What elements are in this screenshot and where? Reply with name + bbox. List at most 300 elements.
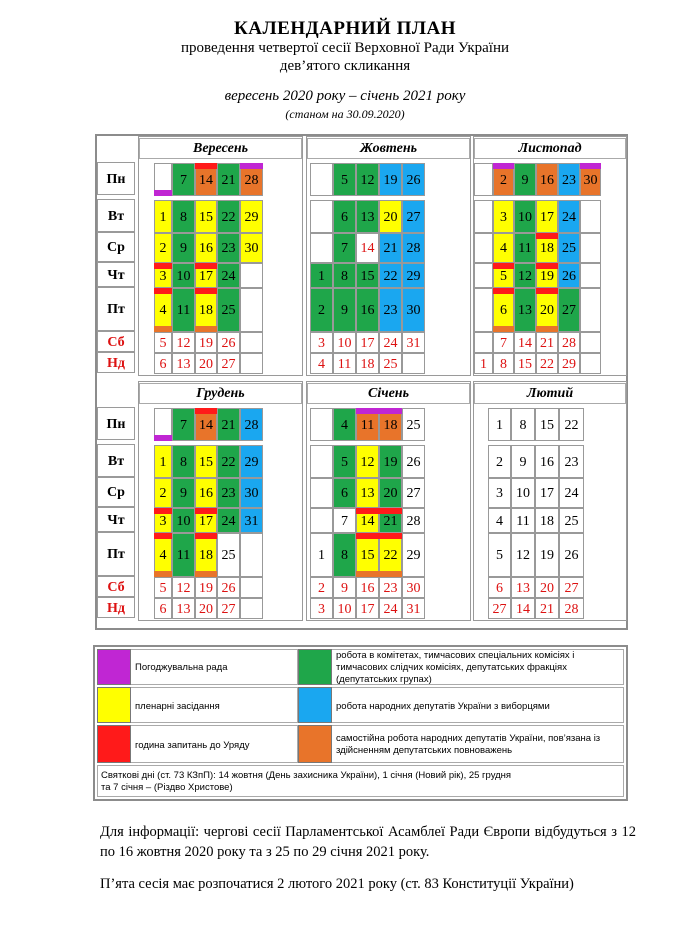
day-number: 20 <box>540 581 554 596</box>
day-number: 27 <box>406 210 421 225</box>
day-cell <box>514 332 536 353</box>
day-cell <box>310 533 333 577</box>
empty-cell <box>240 288 263 332</box>
day-number: 16 <box>540 173 554 188</box>
day-number: 20 <box>383 486 398 501</box>
day-cell <box>154 353 172 374</box>
day-number: 21 <box>540 602 554 617</box>
day-cell <box>154 577 172 598</box>
day-cell <box>535 598 559 619</box>
day-cell <box>195 353 217 374</box>
day-number: 12 <box>360 455 375 470</box>
day-cell <box>356 332 379 353</box>
empty-cell <box>310 163 333 196</box>
day-cell <box>333 233 356 263</box>
day-number: 24 <box>383 602 398 617</box>
day-cell <box>172 508 195 533</box>
day-number: 5 <box>159 581 167 596</box>
month-title: Лютий <box>474 383 626 404</box>
day-number: 3 <box>496 486 503 501</box>
day-cell <box>172 408 195 441</box>
day-number: 2 <box>159 486 167 501</box>
empty-cell <box>240 533 263 577</box>
day-cell <box>402 577 425 598</box>
day-cell <box>402 478 425 508</box>
day-number: 29 <box>406 548 421 563</box>
day-number: 18 <box>540 514 554 529</box>
day-cell <box>333 332 356 353</box>
legend-voters: робота народних депутатів України з виборцями <box>336 701 550 712</box>
color-stripe <box>536 233 558 239</box>
day-cell <box>217 577 240 598</box>
day-number: 3 <box>159 269 167 284</box>
day-number: 1 <box>480 357 487 372</box>
day-cell <box>514 200 536 233</box>
day-number: 2 <box>318 581 325 596</box>
day-cell <box>217 508 240 533</box>
empty-cell <box>580 263 601 288</box>
day-cell <box>172 533 195 577</box>
day-number: 13 <box>360 210 375 225</box>
day-number: 10 <box>516 486 530 501</box>
day-cell <box>559 508 584 533</box>
day-number: 31 <box>406 602 421 617</box>
day-cell <box>379 200 402 233</box>
day-number: 13 <box>516 581 530 596</box>
day-number: 29 <box>406 269 421 284</box>
legend-swatch-green <box>298 649 332 685</box>
day-number: 24 <box>221 514 236 529</box>
day-cell <box>310 577 333 598</box>
day-cell <box>217 353 240 374</box>
day-number: 27 <box>564 581 579 596</box>
day-cell <box>536 353 558 374</box>
day-cell <box>217 163 240 196</box>
day-cell <box>514 353 536 374</box>
day-number: 21 <box>221 418 236 433</box>
day-cell <box>402 263 425 288</box>
day-number: 18 <box>383 418 398 433</box>
color-stripe <box>154 190 172 196</box>
day-cell <box>535 577 559 598</box>
empty-cell <box>474 332 493 353</box>
day-number: 15 <box>360 548 375 563</box>
legend-questions: година запитань до Уряду <box>135 740 250 751</box>
day-number: 19 <box>383 173 398 188</box>
day-number: 28 <box>244 173 259 188</box>
day-cell <box>195 332 217 353</box>
day-number: 15 <box>518 357 532 372</box>
day-number: 7 <box>341 241 348 256</box>
day-cell <box>333 478 356 508</box>
weekday-label: Пт <box>97 287 135 331</box>
day-number: 1 <box>496 418 503 433</box>
day-number: 10 <box>337 336 352 351</box>
day-number: 23 <box>383 303 398 318</box>
day-number: 17 <box>199 514 213 529</box>
legend-committees: робота в комітетах, тимчасових спеціальних комісіях і тимчасових слідчих комісіях, депутатських фракціях (депутатських групах) <box>336 650 575 685</box>
empty-cell <box>474 163 493 196</box>
day-cell <box>333 445 356 478</box>
day-cell <box>172 445 195 478</box>
color-stripe <box>154 533 172 539</box>
day-cell <box>402 508 425 533</box>
day-number: 24 <box>221 269 236 284</box>
day-number: 23 <box>564 455 579 470</box>
day-cell <box>240 478 263 508</box>
as-of-date: (станом на 30.09.2020) <box>285 107 405 121</box>
empty-cell <box>240 332 263 353</box>
day-number: 3 <box>500 210 507 225</box>
empty-cell <box>240 598 263 619</box>
day-number: 26 <box>221 581 236 596</box>
day-cell <box>240 200 263 233</box>
day-cell <box>402 332 425 353</box>
color-stripe <box>195 571 217 577</box>
color-stripe <box>195 533 217 539</box>
info-note: Для інформації: чергові сесії Парламентської Асамблеї Ради Європи відбудуться з 12 по 16 жовтня 2020 року та з 25 по 29 січня 2021 року. <box>100 824 636 860</box>
day-number: 6 <box>341 210 348 225</box>
day-number: 23 <box>221 486 236 501</box>
day-number: 1 <box>318 548 325 563</box>
legend <box>93 645 628 801</box>
day-number: 9 <box>341 303 348 318</box>
day-cell <box>488 598 511 619</box>
day-cell <box>217 288 240 332</box>
day-number: 4 <box>159 548 167 563</box>
day-cell <box>217 332 240 353</box>
empty-cell <box>474 263 493 288</box>
day-cell <box>559 445 584 478</box>
day-number: 6 <box>159 357 167 372</box>
color-stripe <box>356 508 379 514</box>
day-cell <box>379 445 402 478</box>
day-cell <box>535 445 559 478</box>
day-cell <box>172 163 195 196</box>
day-number: 27 <box>221 602 236 617</box>
day-cell <box>310 332 333 353</box>
day-cell <box>195 200 217 233</box>
weekday-column <box>97 381 135 621</box>
day-cell <box>488 577 511 598</box>
color-stripe <box>154 326 172 332</box>
day-number: 10 <box>176 269 191 284</box>
month-3 <box>473 136 627 376</box>
day-cell <box>195 577 217 598</box>
day-number: 17 <box>199 269 213 284</box>
day-cell <box>172 353 195 374</box>
day-number: 13 <box>360 486 375 501</box>
day-number: 26 <box>221 336 236 351</box>
month-title: Вересень <box>139 138 302 159</box>
day-cell <box>402 288 425 332</box>
color-stripe <box>379 571 402 577</box>
day-number: 4 <box>500 241 507 256</box>
color-stripe <box>356 533 379 539</box>
day-number: 18 <box>540 241 554 256</box>
day-number: 20 <box>199 357 213 372</box>
day-number: 22 <box>221 210 236 225</box>
day-cell <box>195 598 217 619</box>
day-number: 27 <box>492 602 507 617</box>
day-number: 8 <box>180 455 187 470</box>
weekday-label: Нд <box>97 352 135 373</box>
day-cell <box>402 408 425 441</box>
day-cell <box>559 577 584 598</box>
color-stripe <box>195 508 217 514</box>
day-cell <box>240 408 263 441</box>
day-number: 10 <box>518 210 532 225</box>
day-number: 6 <box>500 303 507 318</box>
day-number: 29 <box>562 357 576 372</box>
day-number: 14 <box>199 173 213 188</box>
day-cell <box>511 598 535 619</box>
day-number: 31 <box>244 514 259 529</box>
day-number: 8 <box>500 357 507 372</box>
empty-cell <box>580 288 601 332</box>
day-cell <box>172 598 195 619</box>
day-cell <box>558 233 580 263</box>
day-number: 11 <box>518 241 532 256</box>
color-stripe <box>493 288 514 294</box>
day-number: 14 <box>360 514 375 529</box>
color-stripe <box>493 326 514 332</box>
day-number: 2 <box>496 455 503 470</box>
day-cell <box>333 288 356 332</box>
weekday-label: Пн <box>97 162 135 195</box>
day-cell <box>172 577 195 598</box>
color-stripe <box>195 288 217 294</box>
day-cell <box>488 508 511 533</box>
color-stripe <box>356 571 379 577</box>
day-number: 1 <box>318 269 325 284</box>
day-cell <box>333 408 356 441</box>
day-number: 26 <box>406 455 421 470</box>
weekday-label: Ср <box>97 232 135 262</box>
day-number: 23 <box>221 241 236 256</box>
day-number: 17 <box>360 602 375 617</box>
day-number: 28 <box>406 514 421 529</box>
day-cell <box>402 445 425 478</box>
day-cell <box>558 353 580 374</box>
day-cell <box>493 200 514 233</box>
weekday-label: Вт <box>97 199 135 232</box>
day-number: 11 <box>360 418 375 433</box>
day-cell <box>356 445 379 478</box>
day-number: 1 <box>159 455 167 470</box>
day-cell <box>511 508 535 533</box>
day-cell <box>558 332 580 353</box>
day-number: 25 <box>383 357 398 372</box>
fifth-session-note: П’ята сесія має розпочатися 2 лютого 2021 року (ст. 83 Конституції України) <box>100 876 574 892</box>
weekday-column <box>97 136 135 376</box>
day-cell <box>240 233 263 263</box>
day-number: 18 <box>360 357 375 372</box>
day-cell <box>240 508 263 533</box>
day-cell <box>195 478 217 508</box>
day-cell <box>333 598 356 619</box>
day-number: 27 <box>562 303 576 318</box>
day-cell <box>154 200 172 233</box>
day-number: 9 <box>180 241 187 256</box>
day-cell <box>379 598 402 619</box>
day-number: 28 <box>244 418 259 433</box>
weekday-label: Ср <box>97 477 135 507</box>
day-number: 20 <box>383 210 398 225</box>
day-number: 11 <box>176 303 191 318</box>
day-number: 4 <box>159 303 167 318</box>
day-number: 7 <box>180 418 187 433</box>
legend-independent: самостійна робота народних депутатів України, пов’язана із здійсненням депутатських повноважень <box>336 733 601 756</box>
day-cell <box>535 533 559 577</box>
color-stripe <box>154 571 172 577</box>
empty-cell <box>240 577 263 598</box>
day-number: 21 <box>540 336 554 351</box>
day-cell <box>558 263 580 288</box>
day-number: 22 <box>540 357 554 372</box>
day-number: 23 <box>383 581 398 596</box>
day-number: 4 <box>496 514 503 529</box>
month-title: Жовтень <box>307 138 470 159</box>
month-4 <box>138 381 303 621</box>
day-cell <box>310 263 333 288</box>
color-stripe <box>195 326 217 332</box>
day-cell <box>379 332 402 353</box>
color-stripe <box>154 508 172 514</box>
day-cell <box>511 577 535 598</box>
day-number: 20 <box>540 303 554 318</box>
day-cell <box>402 598 425 619</box>
day-cell <box>493 353 514 374</box>
month-2 <box>306 136 471 376</box>
empty-cell <box>310 408 333 441</box>
color-stripe <box>536 326 558 332</box>
day-cell <box>559 533 584 577</box>
day-number: 25 <box>564 514 579 529</box>
day-number: 14 <box>199 418 213 433</box>
empty-cell <box>474 288 493 332</box>
day-number: 6 <box>159 602 167 617</box>
legend-swatch-blue <box>298 687 332 723</box>
day-cell <box>333 508 356 533</box>
day-number: 28 <box>564 602 579 617</box>
day-number: 25 <box>221 548 236 563</box>
day-number: 30 <box>244 241 259 256</box>
weekday-label: Пт <box>97 532 135 576</box>
empty-cell <box>310 233 333 263</box>
day-number: 8 <box>180 210 187 225</box>
color-stripe <box>356 408 379 414</box>
day-cell <box>154 598 172 619</box>
day-cell <box>217 598 240 619</box>
day-cell <box>402 200 425 233</box>
day-cell <box>154 332 172 353</box>
day-number: 17 <box>540 210 554 225</box>
day-number: 22 <box>221 455 236 470</box>
day-number: 2 <box>500 173 507 188</box>
day-cell <box>511 408 535 441</box>
empty-cell <box>310 508 333 533</box>
day-number: 9 <box>519 455 527 470</box>
day-cell <box>514 263 536 288</box>
legend-swatch-orange <box>298 725 332 763</box>
day-cell <box>356 233 379 263</box>
weekday-label: Пн <box>97 407 135 440</box>
day-number: 29 <box>244 210 259 225</box>
day-cell <box>536 200 558 233</box>
day-cell <box>217 408 240 441</box>
month-title: Грудень <box>139 383 302 404</box>
weekday-label: Сб <box>97 331 135 352</box>
day-cell <box>535 478 559 508</box>
day-number: 13 <box>176 357 191 372</box>
day-number: 16 <box>360 581 375 596</box>
day-cell <box>488 478 511 508</box>
day-cell <box>195 445 217 478</box>
day-cell <box>536 332 558 353</box>
day-number: 19 <box>540 548 554 563</box>
weekday-label: Чт <box>97 262 135 287</box>
empty-cell <box>580 233 601 263</box>
day-cell <box>154 478 172 508</box>
day-number: 17 <box>540 486 554 501</box>
month-title: Листопад <box>474 138 626 159</box>
day-number: 5 <box>341 173 348 188</box>
legend-swatch-magenta <box>97 649 131 685</box>
day-cell <box>217 263 240 288</box>
color-stripe <box>580 163 601 169</box>
day-number: 19 <box>540 269 554 284</box>
day-number: 26 <box>562 269 576 284</box>
weekday-label: Чт <box>97 507 135 532</box>
day-number: 20 <box>199 602 213 617</box>
day-cell <box>379 478 402 508</box>
day-number: 16 <box>540 455 554 470</box>
day-number: 19 <box>383 455 398 470</box>
day-number: 3 <box>318 336 325 351</box>
empty-cell <box>240 263 263 288</box>
day-number: 25 <box>406 418 421 433</box>
day-number: 11 <box>337 357 352 372</box>
day-number: 12 <box>360 173 375 188</box>
day-number: 1 <box>159 210 167 225</box>
day-cell <box>310 353 333 374</box>
day-number: 12 <box>176 336 191 351</box>
day-number: 24 <box>562 210 576 225</box>
day-cell <box>172 233 195 263</box>
color-stripe <box>379 508 402 514</box>
day-number: 6 <box>496 581 503 596</box>
weekday-label: Вт <box>97 444 135 477</box>
day-number: 30 <box>244 486 259 501</box>
day-number: 19 <box>199 336 213 351</box>
day-number: 7 <box>500 336 507 351</box>
day-number: 10 <box>176 514 191 529</box>
day-number: 16 <box>360 303 375 318</box>
day-cell <box>240 445 263 478</box>
day-number: 28 <box>562 336 576 351</box>
empty-cell <box>310 445 333 478</box>
day-cell <box>511 533 535 577</box>
day-number: 3 <box>159 514 167 529</box>
day-number: 8 <box>519 418 527 433</box>
day-number: 5 <box>496 548 503 563</box>
empty-cell <box>240 353 263 374</box>
day-number: 26 <box>406 173 421 188</box>
day-number: 24 <box>564 486 579 501</box>
day-cell <box>558 288 580 332</box>
day-cell <box>195 233 217 263</box>
